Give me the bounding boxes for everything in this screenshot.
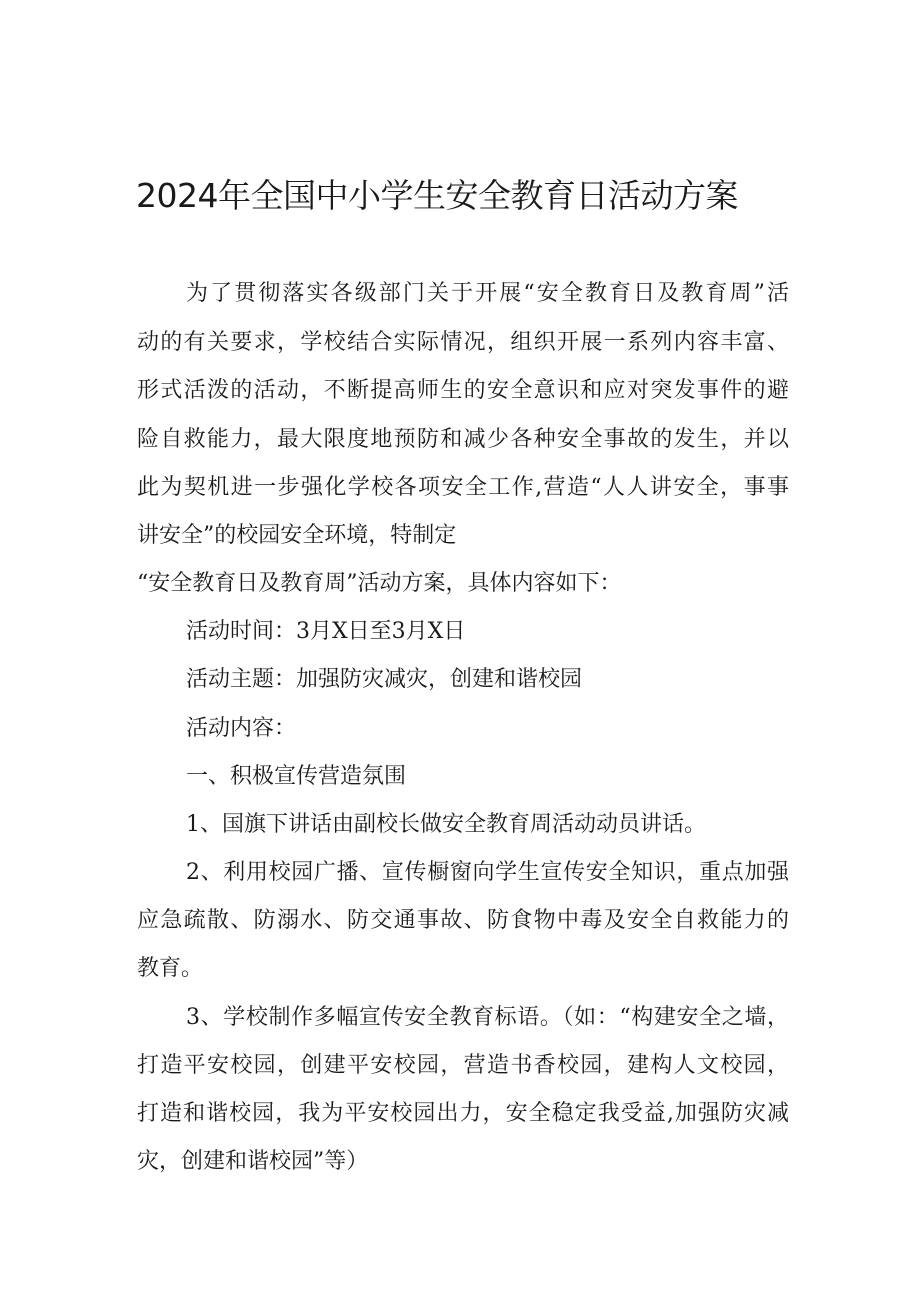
intro-line: 此为契机进一步强化学校各项安全工作,营造“人人讲安全，事事 — [137, 475, 789, 500]
intro-line: “安全教育日及教育周”活动方案，具体内容如下： — [137, 571, 622, 596]
activity-content-label: 活动内容： — [186, 716, 297, 741]
list-item-continuation: 教育。 — [137, 956, 204, 981]
intro-line: 讲安全”的校园安全环境，特制定 — [137, 523, 457, 548]
intro-line: 险自救能力，最大限度地预防和减少各种安全事故的发生，并以 — [137, 427, 789, 452]
activity-theme: 活动主题：加强防灾减灾，创建和谐校园 — [186, 667, 583, 692]
intro-line: 为了贯彻落实各级部门关于开展“安全教育日及教育周”活 — [186, 281, 789, 306]
list-item-continuation: 打造平安校园，创建平安校园，营造书香校园，建构人文校园， — [137, 1053, 789, 1078]
list-item-continuation: 打造和谐校园，我为平安校园出力，安全稳定我受益,加强防灾减 — [137, 1101, 789, 1126]
list-item: 2、利用校园广播、宣传橱窗向学生宣传安全知识，重点加强 — [186, 860, 789, 885]
list-item-continuation: 应急疏散、防溺水、防交通事故、防食物中毒及安全自救能力的 — [137, 908, 789, 933]
list-item-continuation: 灾，创建和谐校园”等） — [137, 1149, 369, 1174]
document-title: 2024年全国中小学生安全教育日活动方案 — [136, 176, 738, 215]
intro-line: 动的有关要求，学校结合实际情况，组织开展一系列内容丰富、 — [137, 330, 789, 355]
list-item: 3、学校制作多幅宣传安全教育标语。（如：“构建安全之墙， — [186, 1005, 789, 1030]
section-heading: 一、积极宣传营造氛围 — [186, 764, 407, 789]
intro-line: 形式活泼的活动，不断提高师生的安全意识和应对突发事件的避 — [137, 378, 789, 403]
activity-time: 活动时间：3月X日至3月X日 — [186, 619, 466, 644]
list-item: 1、国旗下讲话由副校长做安全教育周活动动员讲话。 — [186, 812, 706, 837]
